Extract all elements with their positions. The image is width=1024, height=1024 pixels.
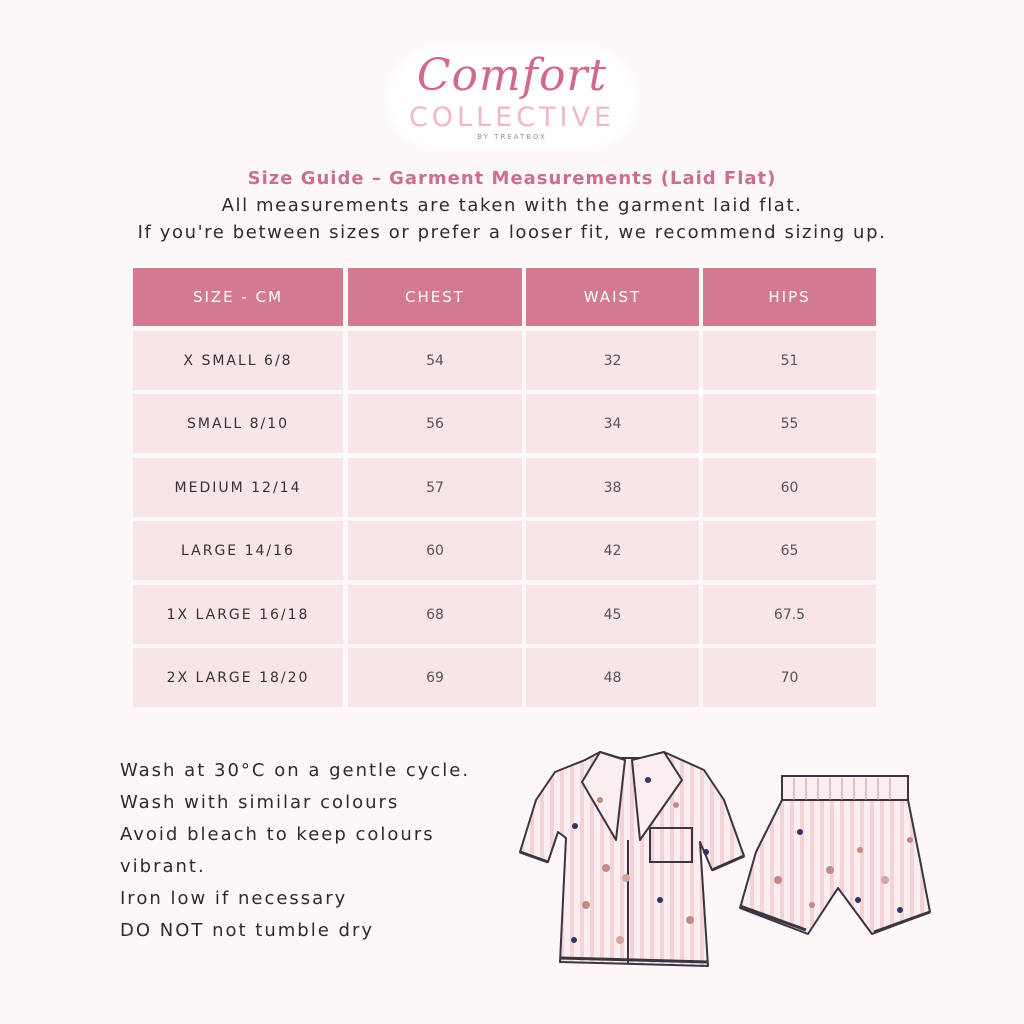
care-line: Avoid bleach to keep colours [120, 824, 435, 845]
page-title: Size Guide – Garment Measurements (Laid Flat) [247, 168, 777, 189]
table-cell-chest: 60 [348, 521, 522, 580]
table-cell-hips: 67.5 [703, 585, 876, 644]
table-cell-waist: 42 [526, 521, 699, 580]
table-cell-waist: 45 [526, 585, 699, 644]
table-cell-hips: 55 [703, 394, 876, 453]
table-cell-chest: 56 [348, 394, 522, 453]
table-cell-chest: 68 [348, 585, 522, 644]
care-line: Wash with similar colours [120, 792, 400, 813]
logo-word-text: COLLECTIVE [408, 102, 616, 133]
column-header-waist: WAIST [526, 268, 699, 326]
table-cell-size: MEDIUM 12/14 [133, 458, 343, 517]
logo-script-text: Comfort [416, 50, 608, 101]
table-cell-size: LARGE 14/16 [133, 521, 343, 580]
intro-line-2: If you're between sizes or prefer a looser fit, we recommend sizing up. [137, 222, 887, 243]
table-cell-chest: 69 [348, 648, 522, 707]
care-line: DO NOT not tumble dry [120, 920, 375, 941]
table-cell-size: 1X LARGE 16/18 [133, 585, 343, 644]
table-cell-size: 2X LARGE 18/20 [133, 648, 343, 707]
shorts-drawing [740, 776, 930, 934]
table-cell-chest: 54 [348, 331, 522, 390]
table-cell-chest: 57 [348, 458, 522, 517]
table-cell-waist: 32 [526, 331, 699, 390]
logo-byline: BY TREATBOX [477, 133, 547, 141]
shirt-drawing [520, 752, 744, 966]
column-header-size: SIZE - CM [133, 268, 343, 326]
table-cell-hips: 70 [703, 648, 876, 707]
intro-line-1: All measurements are taken with the garment laid flat. [221, 195, 803, 216]
table-cell-hips: 65 [703, 521, 876, 580]
care-line: Wash at 30°C on a gentle cycle. [120, 760, 471, 781]
column-header-chest: CHEST [348, 268, 522, 326]
table-cell-waist: 34 [526, 394, 699, 453]
table-cell-size: SMALL 8/10 [133, 394, 343, 453]
table-cell-hips: 60 [703, 458, 876, 517]
column-header-hips: HIPS [703, 268, 876, 326]
table-cell-size: X SMALL 6/8 [133, 331, 343, 390]
table-cell-waist: 48 [526, 648, 699, 707]
table-cell-waist: 38 [526, 458, 699, 517]
care-line: vibrant. [120, 856, 206, 877]
table-cell-hips: 51 [703, 331, 876, 390]
care-line: Iron low if necessary [120, 888, 348, 909]
